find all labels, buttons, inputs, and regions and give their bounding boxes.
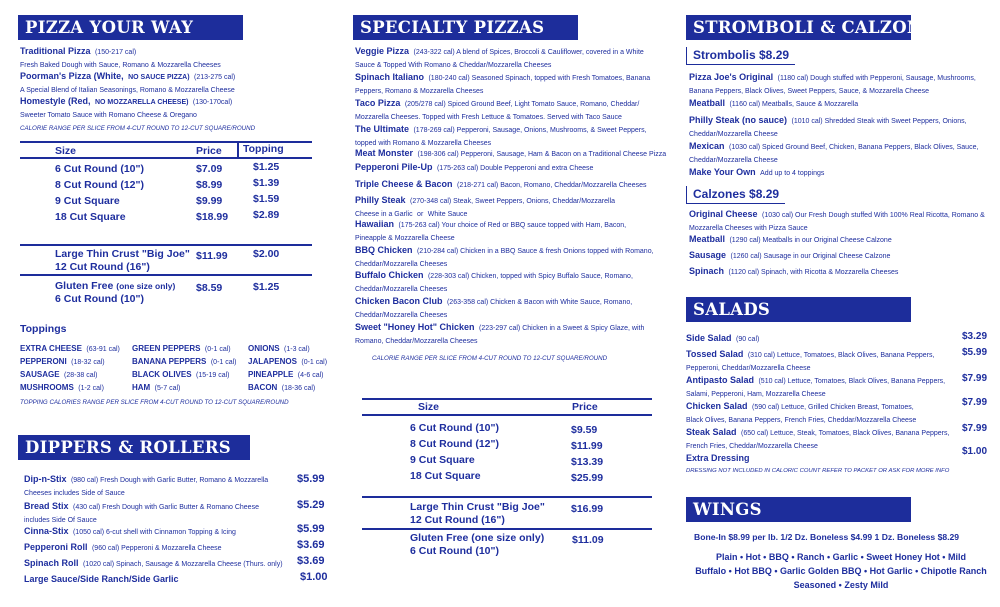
price-header: Price [196, 145, 222, 157]
pizza-your-way-banner: PIZZA YOUR WAY [18, 15, 243, 40]
price-cell: $9.99 [196, 195, 223, 207]
specialty-calorie-note: CALORIE RANGE PER SLICE FROM 4-CUT ROUND TO 12-CUT SQUARE/ROUND [372, 355, 608, 362]
size-header: Size [55, 145, 77, 157]
topping-item: BLACK OLIVES (15-19 cal) [132, 370, 230, 379]
price-cell: $25.99 [571, 472, 604, 484]
strombolis-subhead: Strombolis $8.29 [686, 47, 795, 65]
salad-item: Extra Dressing [686, 453, 750, 463]
wings-prices: Bone-In $8.99 per lb. 1/2 Dz. Boneless $4.99 1 Dz. Boneless $8.29 [694, 532, 960, 542]
price-cell: $7.09 [196, 163, 223, 175]
price-cell: $13.39 [571, 456, 604, 468]
size-row: 18 Cut Square [410, 470, 481, 482]
gluten-free-topping: $1.25 [253, 281, 280, 293]
topping-item: HAM (5-7 cal) [132, 383, 181, 392]
big-joe-size: Large Thin Crust "Big Joe" 12 Cut Round (16") [55, 248, 190, 273]
salad-item: Side Salad (90 cal) [686, 333, 760, 343]
calzone-item: Spinach (1120 cal) Spinach, with Ricotta & Mozzarella Cheeses [689, 266, 899, 276]
dipper-price: $3.69 [297, 539, 325, 551]
divider [362, 528, 652, 530]
gluten-free-size: Gluten Free (one size only) 6 Cut Round (10") [55, 280, 176, 305]
price-header: Price [572, 401, 598, 413]
divider [362, 398, 652, 400]
topping-item: EXTRA CHEESE (63-91 cal) [20, 344, 120, 353]
specialty-item: Meat Monster (198-306 cal) Pepperoni, Sausage, Ham & Bacon on a Traditional Cheese Pizza [355, 148, 667, 158]
topping-item: BACON (18-36 cal) [248, 383, 316, 392]
pizza-calorie-note: CALORIE RANGE PER SLICE FROM 4-CUT ROUND TO 12-CUT SQUARE/ROUND [20, 125, 256, 132]
dipper-item: Large Sauce/Side Ranch/Side Garlic [24, 574, 179, 584]
wings-banner: WINGS [686, 497, 911, 522]
price-cell: $11.99 [571, 440, 603, 452]
divider [237, 141, 239, 158]
size-row: 8 Cut Round (12") [55, 179, 144, 191]
topping-item: MUSHROOMS (1-2 cal) [20, 383, 104, 392]
toppings-col-3 [248, 342, 327, 394]
specialty-item: The Ultimate (178-269 cal) Pepperoni, Sausage, Onions, Mushrooms, & Sweet Peppers, topped with Romano & Mozzarella Cheeses [355, 124, 647, 147]
size-row: 9 Cut Square [410, 454, 475, 466]
salad-item: Antipasto Salad (510 cal) Lettuce, Tomatoes, Black Olives, Banana Peppers, Salami, Pepperoni, Ham, Mozzarella Cheese [686, 375, 946, 398]
dippers-banner: DIPPERS & ROLLERS [18, 435, 250, 460]
gluten-free-price: $11.09 [572, 534, 604, 546]
dipper-price: $5.99 [297, 523, 325, 535]
size-row: 6 Cut Round (10") [410, 422, 499, 434]
divider [362, 414, 652, 416]
price-cell: $8.99 [196, 179, 223, 191]
big-joe-topping: $2.00 [253, 248, 280, 260]
stromboli-item: Philly Steak (no sauce) (1010 cal) Shredded Steak with Sweet Peppers, Onions, Cheddar/Mozzarella Cheese [689, 115, 967, 138]
specialty-item: Buffalo Chicken (228-303 cal) Chicken, topped with Spicy Buffalo Sauce, Romano, Cheddar/Mozzarella Cheeses [355, 270, 633, 293]
stromboli-item: Meatball (1160 cal) Meatballs, Sauce & Mozzarella [689, 98, 859, 108]
dipper-item: Pepperoni Roll (960 cal) Pepperoni & Mozzarella Cheese [24, 542, 222, 552]
gluten-free-price: $8.59 [196, 282, 223, 294]
specialty-item: Taco Pizza (205/278 cal) Spiced Ground Beef, Light Tomato Sauce, Romano, Cheddar/ Mozzarella Cheeses. Topped with Fresh Lettuce & Tomatoes. Served with Taco Sauce [355, 98, 640, 121]
specialty-item: Triple Cheese & Bacon (218-271 cal) Bacon, Romano, Cheddar/Mozzarella Cheeses [355, 179, 647, 189]
specialty-pizzas-banner: SPECIALTY PIZZAS [353, 15, 578, 40]
salad-price: $1.00 [962, 446, 988, 457]
salad-price: $7.99 [962, 373, 988, 384]
topping-calorie-note: TOPPING CALORIES RANGE PER SLICE FROM 4-CUT ROUND TO 12-CUT SQUARE/ROUND [20, 399, 289, 406]
salad-item: Tossed Salad (310 cal) Lettuce, Tomatoes, Black Olives, Banana Peppers, Pepperoni, Cheddar/Mozzarella Cheese [686, 349, 935, 372]
pizza-item-poorman: Poorman's Pizza (White, NO SAUCE PIZZA) (213-275 cal) A Special Blend of Italian Seasonings, Romano & Mozzarella Cheese [20, 71, 236, 94]
calzones-subhead: Calzones $8.29 [686, 186, 785, 204]
dipper-item: Cinna-Stix (1050 cal) 6-cut shell with Cinnamon Topping & Icing [24, 526, 236, 536]
price-cell: $18.99 [196, 211, 229, 223]
divider [20, 244, 312, 246]
dipper-item: Spinach Roll (1020 cal) Spinach, Sausage & Mozzarella Cheese (Thurs. only) [24, 558, 283, 568]
topping-cell: $2.89 [253, 209, 280, 221]
stromboli-item: Mexican (1030 cal) Spiced Ground Beef, Chicken, Banana Peppers, Black Olives, Sauce, Cheddar/Mozzarella Cheese [689, 141, 979, 164]
divider [20, 274, 312, 276]
toppings-title: Toppings [20, 323, 67, 335]
specialty-item: Sweet "Honey Hot" Chicken (223-297 cal) Chicken in a Sweet & Spicy Glaze, with Romano, Cheddar/Mozzarella Cheeses [355, 322, 645, 345]
topping-item: GREEN PEPPERS (0-1 cal) [132, 344, 231, 353]
size-row: 9 Cut Square [55, 195, 120, 207]
specialty-item: Chicken Bacon Club (263-358 cal) Chicken & Bacon with White Sauce, Romano, Cheddar/Mozzarella Cheeses [355, 296, 633, 319]
dipper-item: Dip-n-Stix (980 cal) Fresh Dough with Garlic Butter, Romano & Mozzarella Cheeses includes Side of Sauce [24, 474, 269, 497]
specialty-item: Veggie Pizza (243-322 cal) A blend of Spices, Broccoli & Cauliflower, covered in a White Sauce & Topped With Romano & Cheddar/Mozzarella Cheeses [355, 46, 644, 69]
topping-item: JALAPENOS (0-1 cal) [248, 357, 328, 366]
pizza-item-traditional: Traditional Pizza (150-217 cal) Fresh Baked Dough with Sauce, Romano & Mozzarella Cheeses [20, 46, 221, 69]
specialty-item: Hawaiian (175-263 cal) Your choice of Red or BBQ sauce topped with Ham, Bacon, Pineapple & Mozzarella Cheese [355, 219, 627, 242]
stromboli-calzones-banner: STROMBOLI & CALZONES [686, 15, 911, 40]
topping-item: PEPPERONI (18-32 cal) [20, 357, 105, 366]
divider [362, 496, 652, 498]
dressing-note: DRESSING NOT INCLUDED IN CALORIC COUNT REFER TO PACKET OR ASK FOR MORE INFO [686, 468, 950, 474]
size-header: Size [418, 401, 440, 413]
toppings-col-1 [20, 342, 120, 394]
stromboli-item: Pizza Joe's Original (1180 cal) Dough stuffed with Pepperoni, Sausage, Mushrooms, Banana Peppers, Black Olives, Sweet Peppers, Sauce, & Mozzarella Cheese [689, 72, 976, 95]
topping-header: Topping [243, 143, 284, 155]
stromboli-item: Make Your Own Add up to 4 toppings [689, 167, 825, 177]
salad-price: $3.29 [962, 331, 988, 342]
calzone-item: Meatball (1290 cal) Meatballs in our Original Cheese Calzone [689, 234, 892, 244]
topping-item: BANANA PEPPERS (0-1 cal) [132, 357, 237, 366]
size-row: 6 Cut Round (10") [55, 163, 144, 175]
topping-item: PINEAPPLE (4-6 cal) [248, 370, 324, 379]
dipper-price: $5.99 [297, 473, 325, 485]
salad-price: $7.99 [962, 397, 988, 408]
dipper-price: $1.00 [300, 571, 328, 583]
big-joe-price: $16.99 [571, 503, 604, 515]
topping-cell: $1.25 [253, 161, 280, 173]
topping-cell: $1.59 [253, 193, 280, 205]
specialty-item: Pepperoni Pile-Up (175-263 cal) Double Pepperoni and extra Cheese [355, 162, 594, 172]
dipper-price: $5.29 [297, 499, 325, 511]
calzone-item: Sausage (1260 cal) Sausage in our Original Cheese Calzone [689, 250, 891, 260]
pizza-item-homestyle: Homestyle (Red, NO MOZZARELLA CHEESE) (130-170cal) Sweeter Tomato Sauce with Romano Cheese & Oregano [20, 96, 233, 119]
big-joe-price: $11.99 [196, 250, 228, 262]
toppings-col-2 [132, 342, 237, 394]
specialty-item: Philly Steak (270-348 cal) Steak, Sweet Peppers, Onions, Cheddar/Mozzarella Cheese in a Garlic or White Sauce [355, 195, 616, 218]
salad-price: $5.99 [962, 347, 988, 358]
price-cell: $9.59 [571, 424, 598, 436]
dipper-item: Bread Stix (430 cal) Fresh Dough with Garlic Butter & Romano Cheese includes Side Of Sauce [24, 501, 259, 524]
salads-banner: SALADS [686, 297, 911, 322]
calzone-item: Original Cheese (1030 cal) Our Fresh Dough stuffed With 100% Real Ricotta, Romano & Mozzarella Cheeses with Pizza Sauce [689, 209, 985, 232]
specialty-item: BBQ Chicken (210-284 cal) Chicken in a BBQ Sauce & fresh Onions topped with Romano, Cheddar/Mozzarella Cheeses [355, 245, 654, 268]
topping-item: SAUSAGE (28-38 cal) [20, 370, 98, 379]
salad-item: Steak Salad (650 cal) Lettuce, Steak, Tomatoes, Black Olives, Banana Peppers, French Fries, Cheddar/Mozzarella Cheese [686, 427, 950, 450]
specialty-item: Spinach Italiano (180-240 cal) Seasoned Spinach, topped with Fresh Tomatoes, Banana Peppers, Romano & Mozzarella Cheeses [355, 72, 651, 95]
big-joe-size: Large Thin Crust "Big Joe" 12 Cut Round (16") [410, 501, 545, 526]
gluten-free-size: Gluten Free (one size only) 6 Cut Round (10") [410, 532, 545, 557]
topping-item: ONIONS (1-3 cal) [248, 344, 310, 353]
size-row: 8 Cut Round (12") [410, 438, 499, 450]
salad-price: $7.99 [962, 423, 988, 434]
size-row: 18 Cut Square [55, 211, 126, 223]
wing-flavors: Plain • Hot • BBQ • Ranch • Garlic • Sweet Honey Hot • Mild Buffalo • Hot BBQ • Garlic Golden BBQ • Hot Garlic • Chipotle Ranch Seasoned • Zesty Mild [695, 552, 987, 590]
topping-cell: $1.39 [253, 177, 280, 189]
salad-item: Chicken Salad (590 cal) Lettuce, Grilled Chicken Breast, Tomatoes, Black Olives, Banana Peppers, French Fries, Cheddar/Mozzarella Cheese [686, 401, 917, 424]
divider [20, 157, 312, 159]
dipper-price: $3.69 [297, 555, 325, 567]
